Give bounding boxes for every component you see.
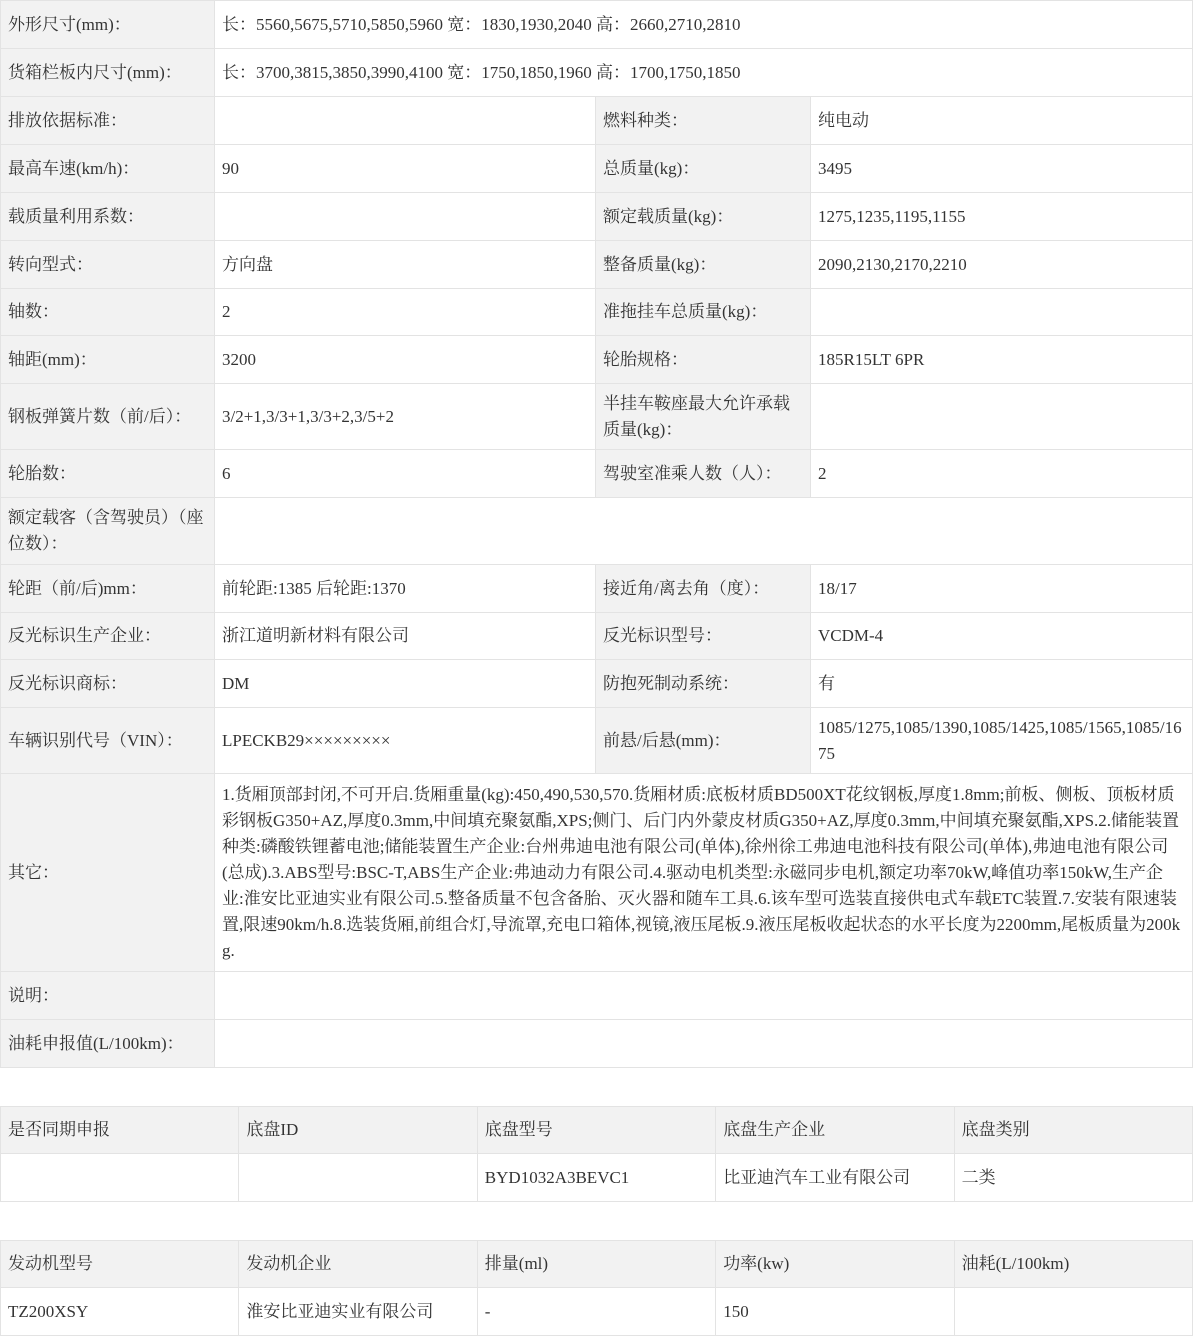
approach-departure-angle-label: 接近角/离去角（度）： — [596, 565, 811, 613]
curb-mass-value: 2090,2130,2170,2210 — [811, 241, 1193, 289]
reflector-manufacturer-value: 浙江道明新材料有限公司 — [215, 613, 596, 660]
engine-header-model: 发动机型号 — [1, 1241, 239, 1288]
cargo-box-inner-dimensions-label: 货箱栏板内尺寸(mm)： — [1, 49, 215, 97]
track-width-value: 前轮距:1385 后轮距:1370 — [215, 565, 596, 613]
remarks-label: 说明： — [1, 972, 215, 1020]
semitrailer-saddle-load-value — [811, 384, 1193, 450]
tire-count-label: 轮胎数： — [1, 450, 215, 498]
chassis-cell-manufacturer: 比亚迪汽车工业有限公司 — [716, 1154, 954, 1202]
steering-type-value: 方向盘 — [215, 241, 596, 289]
abs-label: 防抱死制动系统： — [596, 660, 811, 708]
chassis-cell-concurrent — [1, 1154, 239, 1202]
wheelbase-value: 3200 — [215, 336, 596, 384]
other-notes-value: 1.货厢顶部封闭,不可开启.货厢重量(kg):450,490,530,570.货厢材质:底板材质BD500XT花纹钢板,厚度1.8mm;前板、侧板、顶板材质彩钢板G350+AZ,厚度0.3mm,中间填充聚氨酯,XPS;侧门、后门内外蒙皮材质G350+AZ,厚度0.3mm,中间填充聚氨酯,XPS.2.储能装置种类:磷酸铁锂蓄电池;储能装置生产企业:台州弗迪电池有限公司(单体),徐州徐工弗迪电池科技有限公司(单体),弗迪电池有限公司(总成).3.ABS型号:BSC-T,ABS生产企业:弗迪动力有限公司.4.驱动电机类型:永磁同步电机,额定功率70kW,峰值功率150kW,生产企业:淮安比亚迪实业有限公司.5.整备质量不包含备胎、灭火器和随车工具.6.该车型可选装直接供电式车载ETC装置.7.安装有限速装置,限速90km/h.8.选装货厢,前组合灯,导流罩,充电口箱体,视镜,液压尾板.9.液压尾板收起状态的水平长度为2200mm,尾板质量为200kg. — [215, 774, 1193, 972]
vin-label: 车辆识别代号（VIN）： — [1, 708, 215, 774]
front-rear-overhang-value: 1085/1275,1085/1390,1085/1425,1085/1565,1085/1675 — [811, 708, 1193, 774]
approach-departure-angle-value: 18/17 — [811, 565, 1193, 613]
fuel-type-value: 纯电动 — [811, 97, 1193, 145]
tire-spec-label: 轮胎规格： — [596, 336, 811, 384]
engine-cell-displacement: - — [478, 1288, 716, 1336]
reflector-model-label: 反光标识型号： — [596, 613, 811, 660]
trailer-total-mass-label: 准拖挂车总质量(kg)： — [596, 289, 811, 336]
curb-mass-label: 整备质量(kg)： — [596, 241, 811, 289]
rated-passengers-value — [215, 498, 1193, 565]
chassis-cell-category: 二类 — [955, 1154, 1193, 1202]
total-mass-value: 3495 — [811, 145, 1193, 193]
semitrailer-saddle-load-label: 半挂车鞍座最大允许承载质量(kg)： — [596, 384, 811, 450]
wheelbase-label: 轴距(mm)： — [1, 336, 215, 384]
tire-spec-value: 185R15LT 6PR — [811, 336, 1193, 384]
cab-seating-label: 驾驶室准乘人数（人）： — [596, 450, 811, 498]
chassis-header-id: 底盘ID — [239, 1107, 477, 1154]
chassis-header-concurrent: 是否同期申报 — [1, 1107, 239, 1154]
rated-load-mass-value: 1275,1235,1195,1155 — [811, 193, 1193, 241]
engine-table — [0, 1240, 1193, 1336]
exterior-dimensions-label: 外形尺寸(mm)： — [1, 1, 215, 49]
abs-value: 有 — [811, 660, 1193, 708]
engine-header-manufacturer: 发动机企业 — [239, 1241, 477, 1288]
chassis-header-model: 底盘型号 — [478, 1107, 716, 1154]
exterior-dimensions-value: 长：5560,5675,5710,5850,5960 宽：1830,1930,2040 高：2660,2710,2810 — [215, 1, 1193, 49]
rated-passengers-label: 额定载客（含驾驶员）（座位数）： — [1, 498, 215, 565]
trailer-total-mass-value — [811, 289, 1193, 336]
chassis-cell-id — [239, 1154, 477, 1202]
fuel-consumption-value — [215, 1020, 1193, 1068]
steering-type-label: 转向型式： — [1, 241, 215, 289]
reflector-brand-value: DM — [215, 660, 596, 708]
reflector-manufacturer-label: 反光标识生产企业： — [1, 613, 215, 660]
front-rear-overhang-label: 前悬/后悬(mm)： — [596, 708, 811, 774]
fuel-consumption-label: 油耗申报值(L/100km)： — [1, 1020, 215, 1068]
axle-count-value: 2 — [215, 289, 596, 336]
engine-cell-manufacturer: 淮安比亚迪实业有限公司 — [239, 1288, 477, 1336]
engine-cell-model: TZ200XSY — [1, 1288, 239, 1336]
cargo-box-inner-dimensions-value: 长：3700,3815,3850,3990,4100 宽：1750,1850,1960 高：1700,1750,1850 — [215, 49, 1193, 97]
engine-header-fuel-consumption: 油耗(L/100km) — [955, 1241, 1193, 1288]
engine-header-power: 功率(kw) — [716, 1241, 954, 1288]
chassis-header-category: 底盘类别 — [955, 1107, 1193, 1154]
chassis-table — [0, 1106, 1193, 1202]
load-utilization-label: 载质量利用系数： — [1, 193, 215, 241]
vin-value: LPECKB29××××××××× — [215, 708, 596, 774]
remarks-value — [215, 972, 1193, 1020]
rated-load-mass-label: 额定载质量(kg)： — [596, 193, 811, 241]
total-mass-label: 总质量(kg)： — [596, 145, 811, 193]
other-notes-label: 其它： — [1, 774, 215, 972]
emission-standard-value — [215, 97, 596, 145]
max-speed-label: 最高车速(km/h)： — [1, 145, 215, 193]
chassis-cell-model: BYD1032A3BEVC1 — [478, 1154, 716, 1202]
reflector-model-value: VCDM-4 — [811, 613, 1193, 660]
engine-cell-fuel-consumption — [955, 1288, 1193, 1336]
engine-cell-power: 150 — [716, 1288, 954, 1336]
axle-count-label: 轴数： — [1, 289, 215, 336]
leaf-spring-count-value: 3/2+1,3/3+1,3/3+2,3/5+2 — [215, 384, 596, 450]
load-utilization-value — [215, 193, 596, 241]
track-width-label: 轮距（前/后)mm： — [1, 565, 215, 613]
leaf-spring-count-label: 钢板弹簧片数（前/后）： — [1, 384, 215, 450]
emission-standard-label: 排放依据标准： — [1, 97, 215, 145]
max-speed-value: 90 — [215, 145, 596, 193]
tire-count-value: 6 — [215, 450, 596, 498]
chassis-header-manufacturer: 底盘生产企业 — [716, 1107, 954, 1154]
engine-header-displacement: 排量(ml) — [478, 1241, 716, 1288]
cab-seating-value: 2 — [811, 450, 1193, 498]
fuel-type-label: 燃料种类： — [596, 97, 811, 145]
reflector-brand-label: 反光标识商标： — [1, 660, 215, 708]
